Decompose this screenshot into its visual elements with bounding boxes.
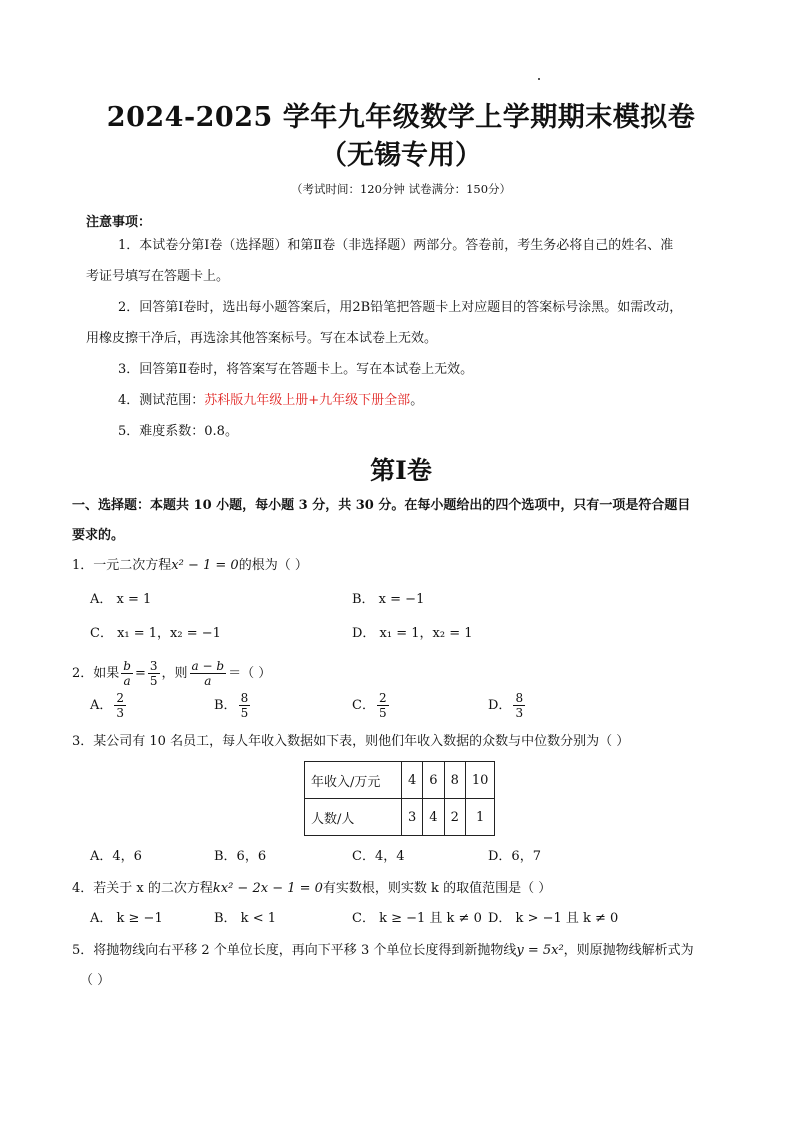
q1-options-row-1 [86,585,732,615]
q1-option-c: C． x₁ = 1，x₂ = −1 [90,626,221,641]
notice-item-2: 2．回答第Ⅰ卷时，选出每小题答案后，用2B铅笔把答题卡上对应题目的答案标号涂黑。如需改动， [118,300,683,315]
q4-option-a: A． k ≥ −1 [90,911,163,926]
q2-c-den: 5 [378,706,387,720]
q2-mid: ，则 [161,666,188,681]
q2-b-num: 8 [240,691,249,705]
question-1 [72,551,732,581]
q2-f3-den: a [204,674,212,688]
q4-equation: kx² − 2x − 1 = 0 [212,881,323,896]
q2-f3-num: a − b [191,659,225,673]
notice-item-1-cont: 考证号填写在答题卡上。 [86,269,230,284]
exam-time-and-score: （考试时间：120分钟 试卷满分：150分） [290,182,512,196]
q3-options [86,842,732,872]
notice-item-1-line-1: 1．本试卷分第Ⅰ卷（选择题）和第Ⅱ卷（非选择题）两部分。答卷前，考生务必将自己的姓名、准 [118,238,674,253]
q2-option-b [214,691,352,721]
q3-option-d: D．6，7 [488,849,541,864]
notice-item-4-suffix: 。 [410,393,424,408]
q2-a-num: 2 [116,691,125,705]
q3-option-b: B．6，6 [214,849,267,864]
q2-suffix: ＝（ ） [228,666,272,681]
notice-item-4-prefix: 4．测试范围： [118,393,205,408]
question-5 [72,936,732,966]
income-table [304,761,495,836]
q2-a-den: 3 [116,706,125,720]
stray-dot [538,78,540,80]
q2-equals: = [134,666,146,681]
table-cell: 4 [402,762,423,799]
notice-item-3: 3．回答第Ⅱ卷时，将答案写在答题卡上。写在本试卷上无效。 [118,362,474,377]
q2-fraction-3-over-5 [148,659,160,688]
q5-answer-paren: （ ） [80,973,111,988]
q2-option-b-label: B． [214,698,237,713]
q2-option-a-label: A． [90,698,113,713]
table-cell: 3 [402,799,423,836]
q1-options-row-2 [86,619,732,649]
q2-d-num: 8 [515,691,524,705]
question-3: 3．某公司有 10 名员工，每人年收入数据如下表，则他们年收入数据的众数与中位数分别为（ ） [72,734,630,749]
table-row-label-income: 年收入/万元 [305,762,402,799]
q1-option-d: D． x₁ = 1，x₂ = 1 [352,626,473,641]
q4-options [86,904,732,934]
exam-title-region: （无锡专用） [320,140,482,171]
q2-option-c [352,691,488,721]
q2-option-b-fraction [239,691,251,720]
notice-item-1 [86,230,732,261]
q5-stem: 5．将抛物线向右平移 2 个单位长度，再向下平移 3 个单位长度得到新抛物线 [72,943,517,958]
q5-suffix: ，则原抛物线解析式为 [563,943,694,958]
q2-d-den: 3 [515,706,524,720]
question-2 [72,659,732,689]
q2-prefix: 2．如果 [72,666,120,681]
table-row [305,799,495,836]
test-range: 苏科版九年级上册+九年级下册全部 [204,393,411,408]
table-cell: 6 [423,762,444,799]
table-cell: 8 [444,762,465,799]
q2-f2-num: 3 [149,659,158,673]
q2-option-c-fraction [377,691,389,720]
question-4 [72,874,732,904]
q5-equation: y = 5x² [516,943,564,958]
q2-option-d-label: D． [488,698,512,713]
section-instruction: 一、选择题：本题共 10 小题，每小题 3 分，共 30 分。在每小题给出的四个选项中，只有一项是符合题目 [72,498,691,513]
q2-option-a [90,691,214,721]
q4-option-c: C． k ≥ −1 且 k ≠ 0 [352,911,482,926]
q2-f1-den: a [123,674,131,688]
q1-suffix: 的根为（ ） [238,558,308,573]
q4-option-d: D． k > −1 且 k ≠ 0 [488,911,619,926]
q4-suffix: 有实数根，则实数 k 的取值范围是（ ） [322,881,552,896]
q2-b-den: 5 [240,706,249,720]
table-cell: 1 [465,799,495,836]
table-cell: 2 [444,799,465,836]
notice-heading: 注意事项： [86,215,152,230]
q1-option-b: B． x = −1 [352,592,425,607]
q2-fraction-b-over-a [121,659,133,688]
q1-prefix: 1．一元二次方程 [72,558,172,573]
q1-equation: x² − 1 = 0 [171,558,239,573]
q4-prefix: 4．若关于 x 的二次方程 [72,881,213,896]
q3-option-a: A．4，6 [90,849,142,864]
q2-f2-den: 5 [149,674,158,688]
q2-options [86,691,732,721]
q1-option-a: A． x = 1 [90,592,152,607]
table-row-label-people: 人数/人 [305,799,402,836]
exam-title: 2024-2025 学年九年级数学上学期期末模拟卷 [106,102,696,133]
section-title: 第Ⅰ卷 [370,456,432,485]
q2-f1-num: b [123,659,131,673]
q2-option-a-fraction [114,691,126,720]
q2-option-d [488,691,527,721]
q3-option-c: C．4，4 [352,849,405,864]
notice-item-2-cont: 用橡皮擦干净后，再选涂其他答案标号。写在本试卷上无效。 [86,331,438,346]
notice-item-5: 5．难度系数：0.8。 [118,424,238,439]
q4-option-b: B． k < 1 [214,911,276,926]
table-cell: 4 [423,799,444,836]
section-instruction-cont: 要求的。 [72,528,125,543]
q2-option-d-fraction [513,691,525,720]
q2-fraction-a-minus-b-over-a [190,659,227,688]
table-row [305,762,495,799]
table-cell: 10 [465,762,495,799]
notice-item-4 [86,385,732,416]
q2-c-num: 2 [378,691,387,705]
q2-option-c-label: C． [352,698,375,713]
